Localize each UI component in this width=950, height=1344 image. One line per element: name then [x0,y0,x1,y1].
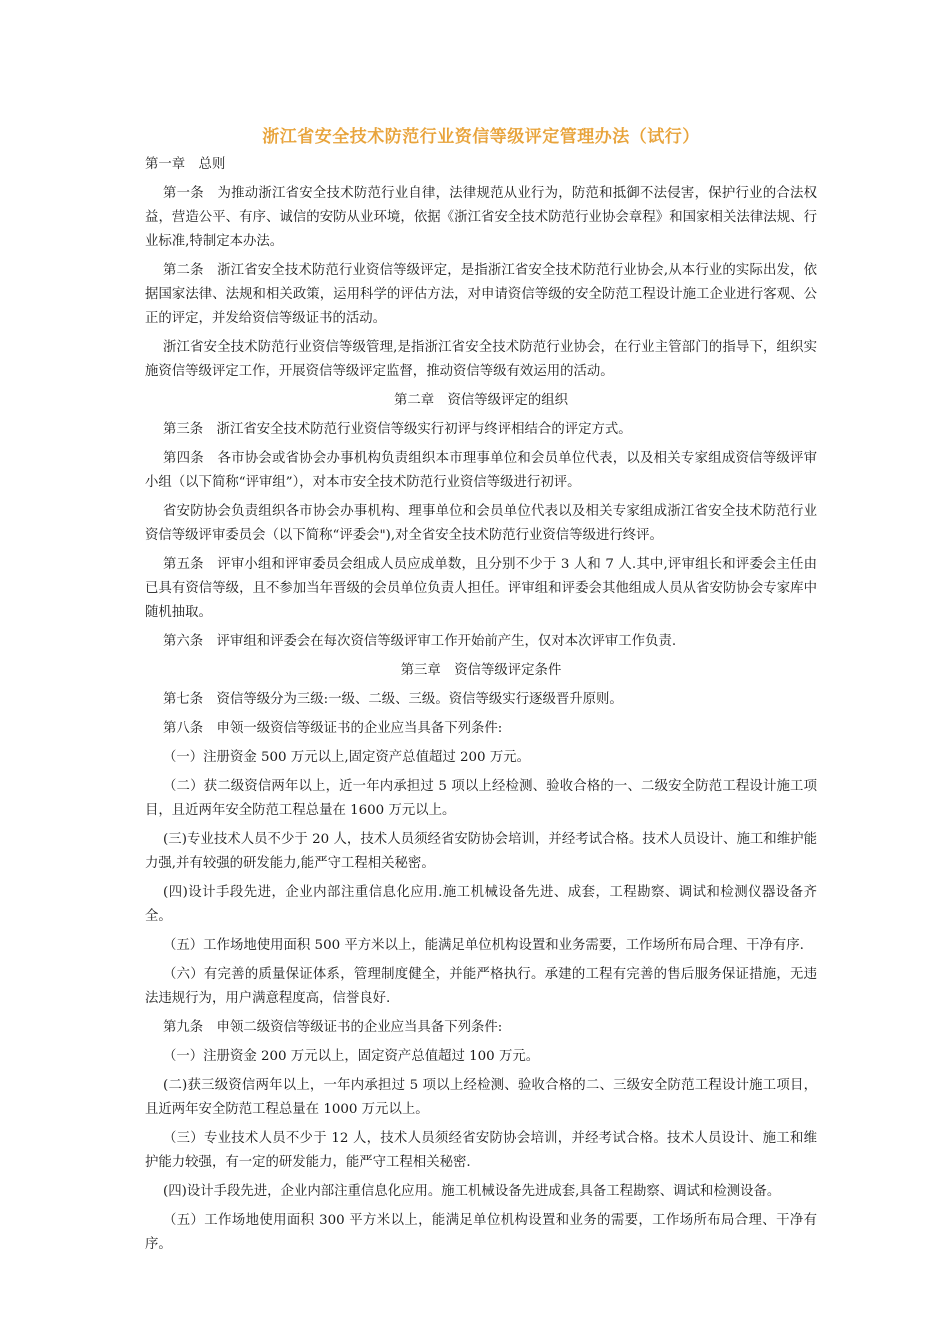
article-paragraph: （一）注册资金 200 万元以上，固定资产总值超过 100 万元。 [163,1049,540,1064]
article-paragraph: （五）工作场地使用面积 500 平方米以上，能满足单位机构设置和业务需要，工作场所布局合理、干净有序. [163,938,804,953]
article-paragraph: 第四条 各市协会或省协会办事机构负责组织本市理事单位和会员单位代表，以及相关专家组成资信等级评审小组（以下简称“评审组”），对本市安全技术防范行业资信等级进行初评。 [145,451,817,490]
chapter-heading: 第三章 资信等级评定条件 [400,663,562,678]
article-paragraph: (四)设计手段先进，企业内部注重信息化应用。施工机械设备先进成套,具备工程勘察、调试和检测设备。 [163,1184,781,1199]
document-page [145,125,817,1262]
article-paragraph: 第六条 评审组和评委会在每次资信等级评审工作开始前产生，仅对本次评审工作负责. [163,634,677,649]
article-paragraph: （五）工作场地使用面积 300 平方米以上，能满足单位机构设置和业务的需要，工作场所布局合理、干净有序。 [145,1213,817,1252]
article-paragraph: 第八条 申领一级资信等级证书的企业应当具备下列条件: [163,721,503,736]
article-paragraph: 第二条 浙江省安全技术防范行业资信等级评定，是指浙江省安全技术防范行业协会,从本行业的实际出发，依据国家法律、法规和相关政策，运用科学的评估方法，对申请资信等级的安全防范工程设计施工企业进行客观、公正的评定，并发给资信等级证书的活动。 [145,263,817,326]
article-paragraph: 省安防协会负责组织各市协会办事机构、理事单位和会员单位代表以及相关专家组成浙江省安全技术防范行业资信等级评审委员会（以下简称“评委会"),对全省安全技术防范行业资信等级进行终评。 [145,504,817,543]
article-paragraph: （三）专业技术人员不少于 12 人，技术人员须经省安防协会培训，并经考试合格。技术人员设计、施工和维护能力较强，有一定的研发能力，能严守工程相关秘密. [145,1131,817,1170]
document-title: 浙江省安全技术防范行业资信等级评定管理办法（试行） [262,127,700,147]
article-paragraph: 第一条 为推动浙江省安全技术防范行业自律，法律规范从业行为，防范和抵御不法侵害，保护行业的合法权益，营造公平、有序、诚信的安防从业环境，依据《浙江省安全技术防范行业协会章程》和国家相关法律法规、行业标准,特制定本办法。 [145,186,817,249]
article-paragraph: (四)设计手段先进，企业内部注重信息化应用.施工机械设备先进、成套，工程勘察、调试和检测仪器设备齐全。 [145,885,817,924]
article-paragraph: 浙江省安全技术防范行业资信等级管理,是指浙江省安全技术防范行业协会，在行业主管部门的指导下，组织实施资信等级评定工作，开展资信等级评定监督，推动资信等级有效运用的活动。 [145,340,817,379]
article-paragraph: 第七条 资信等级分为三级:一级、二级、三级。资信等级实行逐级晋升原则。 [163,692,623,707]
article-paragraph: （一）注册资金 500 万元以上,固定资产总值超过 200 万元。 [163,750,530,765]
article-paragraph: 第三条 浙江省安全技术防范行业资信等级实行初评与终评相结合的评定方式。 [163,422,632,437]
article-paragraph: （六）有完善的质量保证体系，管理制度健全，并能严格执行。承建的工程有完善的售后服务保证措施，无违法违规行为，用户满意程度高，信誉良好. [145,967,817,1006]
article-paragraph: (三)专业技术人员不少于 20 人，技术人员须经省安防协会培训，并经考试合格。技术人员设计、施工和维护能力强,并有较强的研发能力,能严守工程相关秘密。 [145,832,817,871]
article-paragraph: 第五条 评审小组和评审委员会组成人员应成单数，且分别不少于 3 人和 7 人.其中,评审组长和评委会主任由已具有资信等级，且不参加当年晋级的会员单位负责人担任。评审组和评委会其他组成人员从省安防协会专家库中随机抽取。 [145,557,817,620]
document-body [145,153,817,1257]
chapter-heading: 第二章 资信等级评定的组织 [393,393,569,408]
article-paragraph: （二）获二级资信两年以上，近一年内承担过 5 项以上经检测、验收合格的一、二级安全防范工程设计施工项目，且近两年安全防范工程总量在 1600 万元以上。 [145,779,817,818]
article-paragraph: (二)获三级资信两年以上，一年内承担过 5 项以上经检测、验收合格的二、三级安全防范工程设计施工项目，且近两年安全防范工程总量在 1000 万元以上。 [145,1078,817,1117]
article-paragraph: 第九条 申领二级资信等级证书的企业应当具备下列条件: [163,1020,503,1035]
chapter-heading: 第一章 总则 [145,157,226,172]
